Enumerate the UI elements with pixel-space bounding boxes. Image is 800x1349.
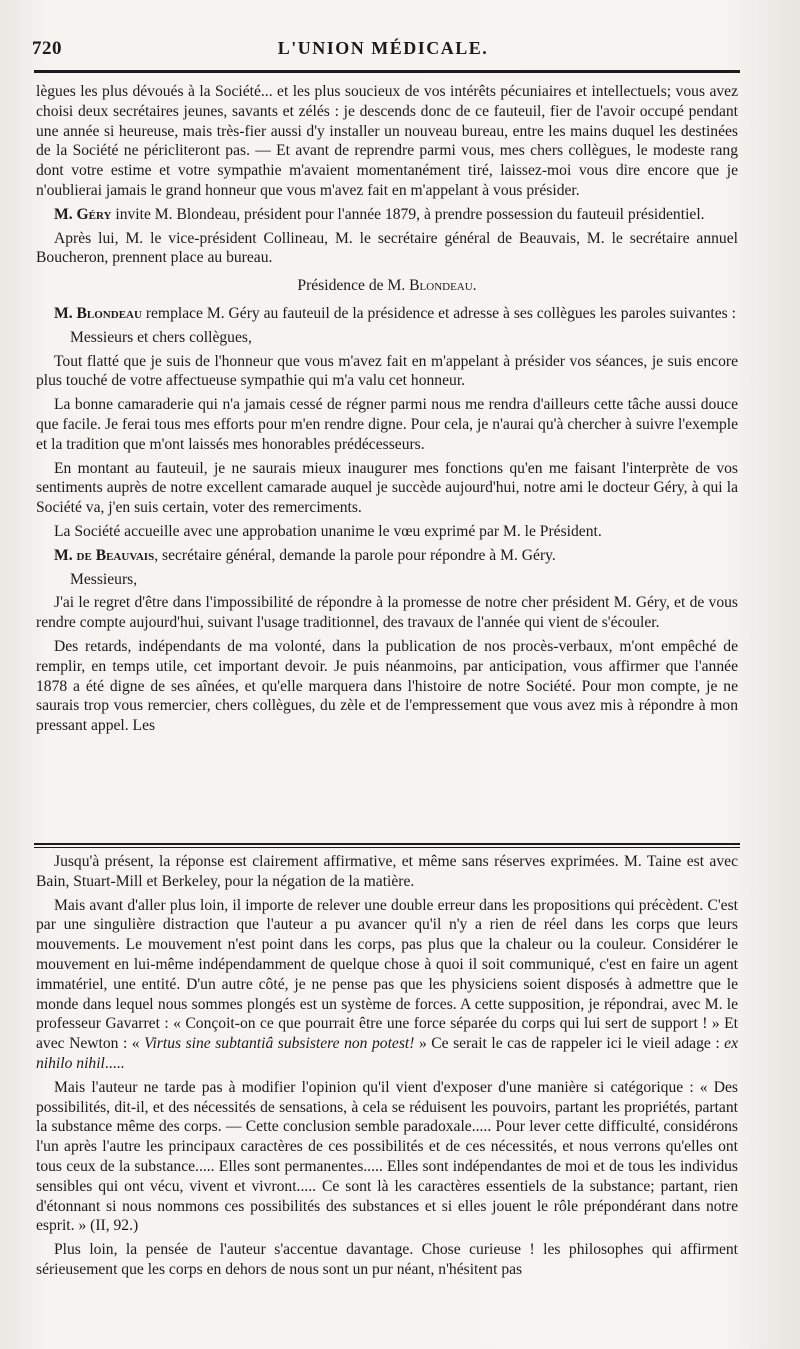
upper-article [36,82,738,740]
paragraph: Jusqu'à présent, la réponse est clairement affirmative, et même sans réserves exprimées. M. Taine est avec Bain, Stuart-Mill et Berkeley, pour la négation de la matière. [36,853,738,890]
latin-quote: Virtus sine subtantiâ subsistere non potest! [144,1035,415,1053]
paragraph: J'ai le regret d'être dans l'impossibilité de répondre à la promesse de notre cher président M. Géry, et de vous rendre compte aujourd'hui, suivant l'usage traditionnel, des travaux de l'année qui vient de s'écouler. [36,594,738,632]
paragraph: Tout flatté que je suis de l'honneur que vous m'avez fait en m'appelant à présider vos séances, je suis encore plus touché de votre affectueuse sympathie qui m'a valu cet honneur. [36,352,738,390]
paragraph: Mais l'auteur ne tarde pas à modifier l'opinion qu'il vient d'exposer d'une manière si catégorique : « Des possibilités, dit-il, et des nécessités de sensations, à cela se réduisent les pouvoirs, partant les propriétés, partant la substance même des corps. — Cette conclusion semble paradoxale..... Pour lever cette difficulté, considérons l'un après l'autre les principaux caractères de ces possibilités et de ces nécessités, et nous verrons qu'elles ont tous ceux de la substance..... Elles sont permanentes..... Elles sont indépendantes de moi et de tous les individus sensibles qui ont vécu, vivent et vivront..... Ce sont là les caractères essentiels de la substance; partant, rien d'étonnant si nous nommons ces possibilités des substances et si elles jouent le rôle prépondérant dans notre esprit. » (II, 92.) [36,1078,738,1235]
paragraph [36,546,738,566]
paragraph: La bonne camaraderie qui n'a jamais cessé de régner parmi nous me rendra d'ailleurs cette tâche aussi douce que facile. Je ferai tous mes efforts pour m'en rendre digne. Pour cela, je n'aurai qu'à chercher à suivre l'exemple et la tradition que m'ont laissés mes honorables prédécesseurs. [36,396,738,453]
paragraph: Après lui, M. le vice-président Collineau, M. le secrétaire général de Beauvais, M. le secrétaire annuel Boucheron, prennent place au bureau. [36,229,738,267]
section-heading [36,276,738,296]
feuilleton-article [36,852,738,1284]
paragraph: lègues les plus dévoués à la Société... et les plus soucieux de vos intérêts pécuniaires et intellectuels; vous avez choisi deux secrétaires jeunes, savants et zélés : je descends donc de ce fauteuil, fier de l'avoir occupé pendant une année si heureuse, mais très-fier aussi d'y installer un nouveau bureau, entre les mains duquel les destinées de la Société ne péricliteront pas. — Et avant de reprendre parmi vous, mes chers collègues, le modeste rang dont votre estime et votre sympathie m'avaient momentanément tiré, laissez-moi vous dire encore que je n'oublierai jamais le grand honneur que vous m'avez fait en m'appelant à vous présider. [36,83,738,199]
paragraph-text: remplace M. Géry au fauteuil de la présidence et adresse à ses collègues les paroles suivantes : [141,304,736,322]
heading-prefix: Présidence de M. [297,277,410,295]
paragraph: En montant au fauteuil, je ne saurais mieux inaugurer mes fonctions qu'en me faisant l'interprète de vos sentiments auprès de notre excellent camarade auquel je succède aujourd'hui, notre ami le docteur Géry, à qui la Société va, j'en suis certain, voter des remerciments. [36,459,738,517]
feuilleton-rule [34,843,740,845]
paragraph: La Société accueille avec une approbation unanime le vœu exprimé par M. le Président. [54,522,602,540]
paragraph: Des retards, indépendants de ma volonté, dans la publication de nos procès-verbaux, m'ont empêché de remplir, en temps utile, cet important devoir. Je puis néanmoins, par anticipation, vous affirmer que l'année 1878 a été digne de ses aînées, et qu'elle marquera dans l'histoire de notre Société. Pour mon compte, je ne saurais trop vous remercier, chers collègues, du zèle et de l'empressement que vous avez mis à répondre à mon pressant appel. Les [36,637,738,735]
paragraph [36,205,738,225]
page-number: 720 [32,38,62,59]
salutation: Messieurs, [70,570,138,588]
latin-adage: ex nihilo nihil [36,1035,739,1072]
paragraph-text: invite M. Blondeau, président pour l'année 1879, à prendre possession du fauteuil présidentiel. [111,205,705,223]
heading-name: Blondeau. [409,277,477,295]
paragraph-text: Mais avant d'aller plus loin, il importe de relever une double erreur dans les propositions qui précèdent. C'est par une singulière distraction que l'auteur a pu avancer qu'il n'y a rien de réel dans les corps que leurs mouvements. Le mouvement n'est point dans les corps, pas plus que la chaleur ou la couleur. Considérer le mouvement en lui-même indépendamment de quelque chose à quoi il soit communiqué, c'est en faire un agent immatériel, une entité. D'un autre côté, je ne pense pas que les physiciens soient disposés à admettre que le monde dans lequel nous sommes plongés est un système de forces. A cette supposition, je répondrai, avec M. le professeur Gavarret : « Conçoit-on ce que pourrait être une force séparée du corps qui lui sert de support ! » Et avec Newton : « [36,896,738,1053]
paragraph: Plus loin, la pensée de l'auteur s'accentue davantage. Chose curieuse ! les philosophes qui affirment sérieusement que les corps en dehors de nous sont un pur néant, n'hésitent pas [36,1241,738,1278]
page-header [32,38,734,64]
paragraph [36,304,738,324]
paragraph-text: , secrétaire général, demande la parole pour répondre à M. Géry. [154,546,556,564]
running-title: L'UNION MÉDICALE. [277,38,489,58]
salutation: Messieurs et chers collègues, [70,328,252,346]
paragraph [36,896,738,1074]
speaker-name: M. de Beauvais [54,546,155,564]
paragraph-text: ..... [104,1054,125,1072]
speaker-name: M. Géry [54,205,112,223]
feuilleton-rule [34,847,740,848]
paragraph-text: » Ce serait le cas de rappeler ici le vieil adage : [414,1035,725,1053]
speaker-name: M. Blondeau [54,304,142,322]
header-rule [34,70,740,73]
